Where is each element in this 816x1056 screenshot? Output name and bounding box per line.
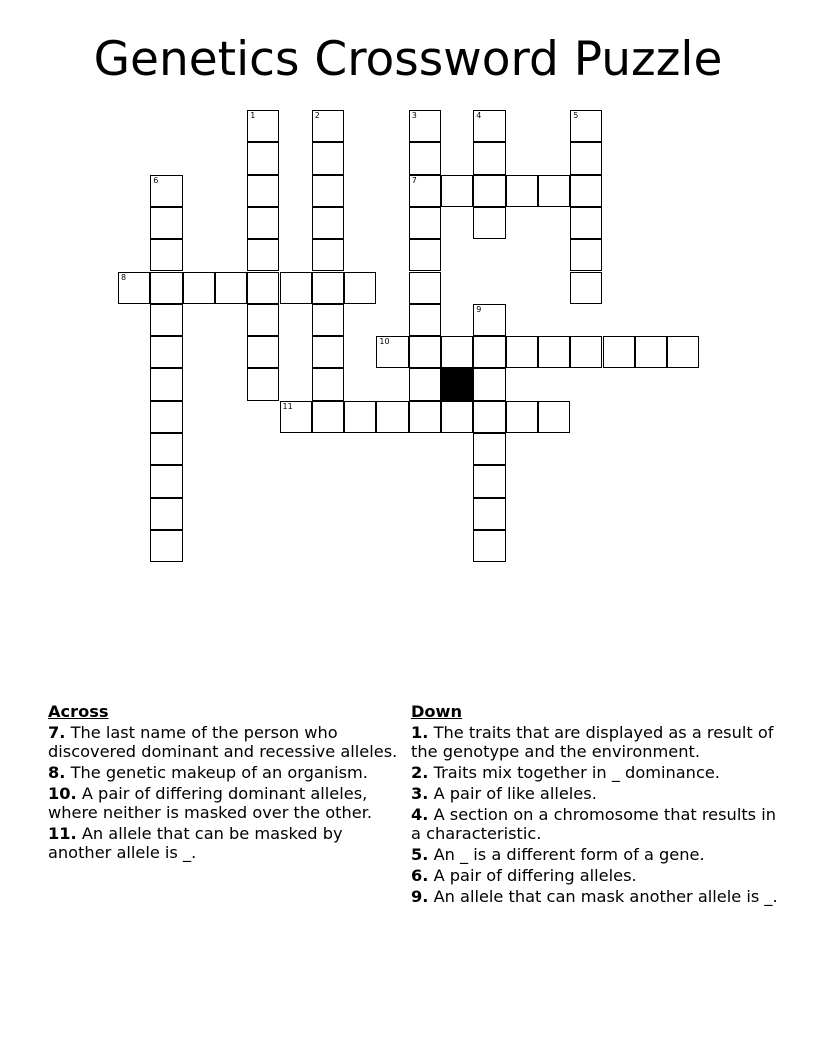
grid-cell[interactable] bbox=[376, 401, 408, 433]
grid-cell[interactable] bbox=[473, 368, 505, 400]
grid-cell[interactable] bbox=[409, 175, 441, 207]
grid-cell[interactable] bbox=[312, 175, 344, 207]
grid-cell[interactable] bbox=[635, 336, 667, 368]
grid-cell[interactable] bbox=[538, 336, 570, 368]
grid-cell[interactable] bbox=[247, 272, 279, 304]
clue-number: 1. bbox=[411, 723, 429, 742]
grid-cell[interactable] bbox=[409, 142, 441, 174]
grid-cell[interactable] bbox=[473, 433, 505, 465]
grid-cell[interactable] bbox=[506, 175, 538, 207]
clue-text: A pair of differing alleles. bbox=[428, 866, 637, 885]
clue-down-3 bbox=[411, 784, 781, 803]
grid-cell[interactable] bbox=[150, 498, 182, 530]
grid-cell[interactable] bbox=[473, 336, 505, 368]
grid-cell[interactable] bbox=[441, 401, 473, 433]
cell-number: 4 bbox=[476, 111, 482, 120]
clue-down-2 bbox=[411, 763, 781, 782]
grid-cell[interactable] bbox=[150, 530, 182, 562]
clue-number: 10. bbox=[48, 784, 77, 803]
clue-down-4 bbox=[411, 805, 781, 843]
clue-number: 11. bbox=[48, 824, 77, 843]
page-title: Genetics Crossword Puzzle bbox=[93, 32, 723, 87]
grid-cell[interactable] bbox=[570, 207, 602, 239]
clue-number: 2. bbox=[411, 763, 429, 782]
clue-text: A pair of differing dominant alleles, where neither is masked over the other. bbox=[48, 784, 373, 822]
grid-cell[interactable] bbox=[570, 272, 602, 304]
clue-text: The last name of the person who discovered dominant and recessive alleles. bbox=[48, 723, 398, 761]
clue-number: 5. bbox=[411, 845, 429, 864]
grid-cell[interactable] bbox=[150, 239, 182, 271]
cell-number: 10 bbox=[379, 337, 390, 347]
grid-cell[interactable] bbox=[247, 142, 279, 174]
grid-cell[interactable] bbox=[183, 272, 215, 304]
clue-text: An allele that can be masked by another allele is _. bbox=[48, 824, 343, 862]
grid-cell[interactable] bbox=[473, 530, 505, 562]
grid-cell[interactable] bbox=[312, 401, 344, 433]
cell-number: 9 bbox=[476, 304, 482, 314]
grid-cell[interactable] bbox=[312, 272, 344, 304]
grid-cell[interactable] bbox=[247, 175, 279, 207]
grid-cell[interactable] bbox=[409, 207, 441, 239]
grid-cell[interactable] bbox=[603, 336, 635, 368]
cell-number: 8 bbox=[121, 272, 127, 282]
clue-text: An allele that can mask another allele is _. bbox=[428, 887, 778, 906]
grid-cell[interactable] bbox=[473, 304, 505, 336]
grid-cell[interactable] bbox=[506, 401, 538, 433]
grid-cell[interactable] bbox=[409, 368, 441, 400]
grid-cell[interactable] bbox=[409, 401, 441, 433]
clue-down-9 bbox=[411, 887, 781, 906]
cell-number: 3 bbox=[411, 111, 417, 120]
grid-cell[interactable] bbox=[280, 401, 312, 433]
grid-cell[interactable] bbox=[570, 175, 602, 207]
grid-cell[interactable] bbox=[280, 272, 312, 304]
crossword-grid bbox=[118, 110, 718, 570]
grid-cell[interactable] bbox=[441, 336, 473, 368]
grid-cell[interactable] bbox=[247, 304, 279, 336]
grid-cell[interactable] bbox=[150, 401, 182, 433]
black-cell bbox=[441, 368, 473, 400]
clue-number: 4. bbox=[411, 805, 429, 824]
grid-cell[interactable] bbox=[409, 336, 441, 368]
grid-cell[interactable] bbox=[312, 239, 344, 271]
clue-across-10 bbox=[48, 784, 408, 822]
clue-number: 3. bbox=[411, 784, 429, 803]
grid-cell[interactable] bbox=[441, 175, 473, 207]
clue-text: The traits that are displayed as a result of the genotype and the environment. bbox=[411, 723, 774, 761]
grid-cell[interactable] bbox=[150, 207, 182, 239]
cell-number: 11 bbox=[282, 401, 293, 411]
cell-number: 2 bbox=[314, 111, 320, 120]
across-clues bbox=[48, 702, 408, 864]
clue-down-1 bbox=[411, 723, 781, 761]
cell-number: 1 bbox=[250, 111, 256, 120]
grid-cell[interactable] bbox=[150, 336, 182, 368]
clue-number: 8. bbox=[48, 763, 66, 782]
clue-down-5 bbox=[411, 845, 781, 864]
grid-cell[interactable] bbox=[506, 336, 538, 368]
down-heading: Down bbox=[411, 702, 463, 721]
grid-cell[interactable] bbox=[247, 110, 279, 142]
clue-across-8 bbox=[48, 763, 408, 782]
grid-cell[interactable] bbox=[538, 401, 570, 433]
clue-number: 7. bbox=[48, 723, 66, 742]
grid-cell[interactable] bbox=[312, 368, 344, 400]
grid-cell[interactable] bbox=[215, 272, 247, 304]
cell-number: 7 bbox=[411, 175, 417, 185]
across-heading: Across bbox=[48, 702, 109, 721]
clue-number: 9. bbox=[411, 887, 429, 906]
grid-cell[interactable] bbox=[150, 304, 182, 336]
grid-cell[interactable] bbox=[344, 401, 376, 433]
grid-cell[interactable] bbox=[409, 304, 441, 336]
grid-cell[interactable] bbox=[376, 336, 408, 368]
grid-cell[interactable] bbox=[247, 239, 279, 271]
cell-number: 6 bbox=[153, 175, 159, 185]
grid-cell[interactable] bbox=[247, 207, 279, 239]
grid-cell[interactable] bbox=[247, 368, 279, 400]
grid-cell[interactable] bbox=[473, 498, 505, 530]
clue-text: An _ is a different form of a gene. bbox=[428, 845, 705, 864]
grid-cell[interactable] bbox=[473, 401, 505, 433]
grid-cell[interactable] bbox=[473, 207, 505, 239]
grid-cell[interactable] bbox=[473, 142, 505, 174]
grid-cell[interactable] bbox=[118, 272, 150, 304]
clue-across-7 bbox=[48, 723, 408, 761]
cell-number: 5 bbox=[573, 111, 579, 120]
clue-text: A pair of like alleles. bbox=[428, 784, 597, 803]
grid-cell[interactable] bbox=[312, 207, 344, 239]
clue-text: Traits mix together in _ dominance. bbox=[428, 763, 720, 782]
grid-cell[interactable] bbox=[312, 142, 344, 174]
grid-cell[interactable] bbox=[473, 465, 505, 497]
grid-cell[interactable] bbox=[150, 272, 182, 304]
clue-text: The genetic makeup of an organism. bbox=[65, 763, 368, 782]
grid-cell[interactable] bbox=[312, 304, 344, 336]
grid-cell[interactable] bbox=[570, 142, 602, 174]
grid-cell[interactable] bbox=[312, 110, 344, 142]
grid-cell[interactable] bbox=[312, 336, 344, 368]
clue-down-6 bbox=[411, 866, 781, 885]
grid-cell[interactable] bbox=[667, 336, 699, 368]
grid-cell[interactable] bbox=[409, 272, 441, 304]
grid-cell[interactable] bbox=[150, 175, 182, 207]
grid-cell[interactable] bbox=[409, 110, 441, 142]
grid-cell[interactable] bbox=[150, 368, 182, 400]
grid-cell[interactable] bbox=[538, 175, 570, 207]
down-clues bbox=[411, 702, 781, 908]
grid-cell[interactable] bbox=[473, 110, 505, 142]
grid-cell[interactable] bbox=[473, 175, 505, 207]
grid-cell[interactable] bbox=[247, 336, 279, 368]
grid-cell[interactable] bbox=[570, 336, 602, 368]
grid-cell[interactable] bbox=[570, 110, 602, 142]
clue-number: 6. bbox=[411, 866, 429, 885]
clue-text: A section on a chromosome that results in a characteristic. bbox=[411, 805, 777, 843]
grid-cell[interactable] bbox=[344, 272, 376, 304]
grid-cell[interactable] bbox=[150, 433, 182, 465]
grid-cell[interactable] bbox=[409, 239, 441, 271]
grid-cell[interactable] bbox=[150, 465, 182, 497]
clue-across-11 bbox=[48, 824, 408, 862]
grid-cell[interactable] bbox=[570, 239, 602, 271]
